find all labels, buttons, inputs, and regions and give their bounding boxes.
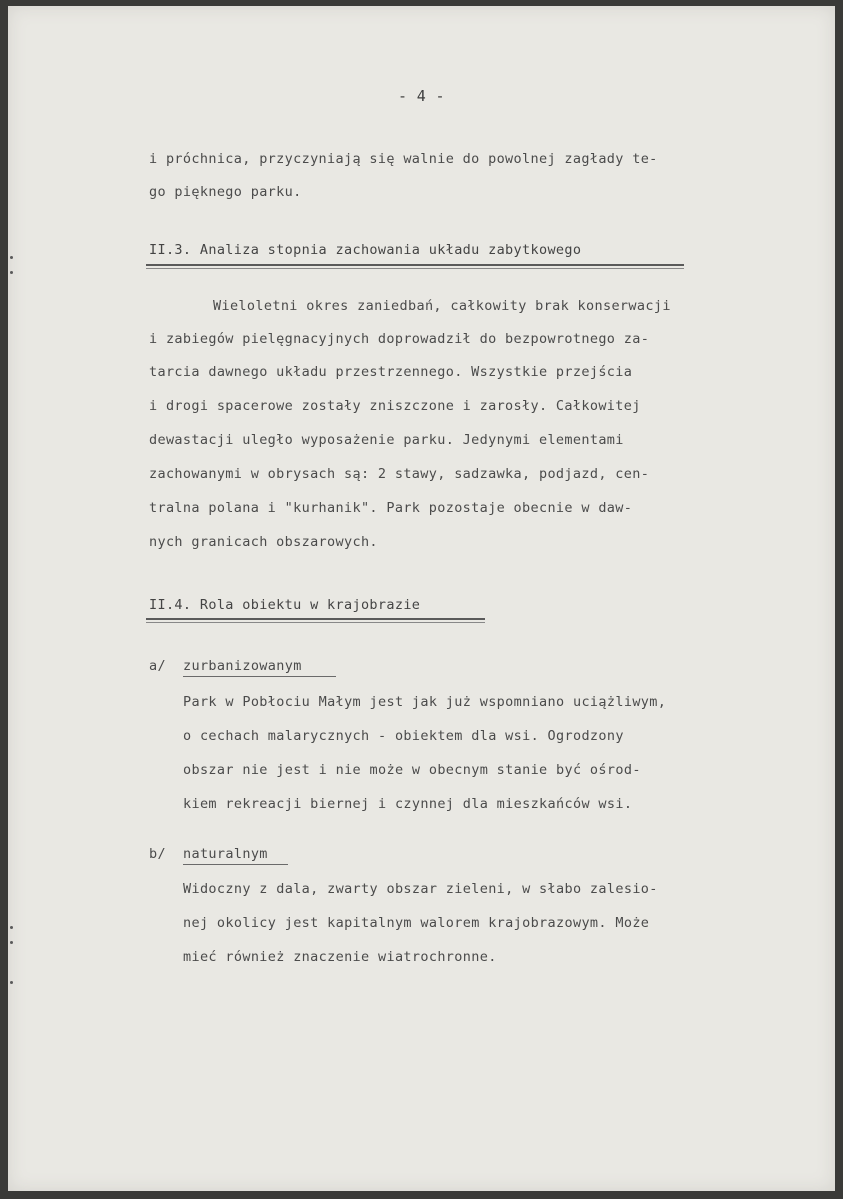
heading-underline [146,268,684,269]
text-line: obszar nie jest i nie może w obecnym stanie być ośrod- [183,762,641,778]
text-line: nej okolicy jest kapitalnym walorem krajobrazowym. Może [183,915,650,931]
scan-mark [10,981,13,984]
text-line: i próchnica, przyczyniają się walnie do powolnej zagłady te- [149,151,658,167]
text-line: zachowanymi w obrysach są: 2 stawy, sadzawka, podjazd, cen- [149,466,650,482]
text-line: tralna polana i "kurhanik". Park pozostaje obecnie w daw- [149,500,633,516]
text-line: tarcia dawnego układu przestrzennego. Wszystkie przejścia [149,364,633,380]
text-line: mieć również znaczenie wiatrochronne. [183,949,497,965]
subsection-underline [183,864,288,865]
subsection-marker: a/ [149,658,166,674]
section-heading: II.3. Analiza stopnia zachowania układu zabytkowego [149,242,582,258]
text-line: Park w Pobłociu Małym jest jak już wspomniano uciążliwym, [183,694,667,710]
page-number: - 4 - [398,87,445,105]
text-line: i zabiegów pielęgnacyjnych doprowadził do bezpowrotnego za- [149,331,650,347]
document-page [8,6,835,1191]
text-line: kiem rekreacji biernej i czynnej dla mieszkańców wsi. [183,796,633,812]
text-line: o cechach malarycznych - obiektem dla wsi. Ogrodzony [183,728,624,744]
heading-underline [146,618,485,620]
scan-mark [10,256,13,259]
scan-mark [10,941,13,944]
text-line: nych granicach obszarowych. [149,534,378,550]
heading-underline [146,622,485,623]
subsection-underline [183,676,336,677]
scan-mark [10,926,13,929]
text-line: Wieloletni okres zaniedbań, całkowity brak konserwacji [213,298,671,314]
section-heading: II.4. Rola obiektu w krajobrazie [149,597,421,613]
subsection-marker: b/ [149,846,166,862]
heading-underline [146,264,684,266]
text-line: dewastacji uległo wyposażenie parku. Jedynymi elementami [149,432,624,448]
text-line: i drogi spacerowe zostały zniszczone i zarosły. Całkowitej [149,398,641,414]
scan-mark [10,271,13,274]
text-line: go pięknego parku. [149,184,302,200]
subsection-label: naturalnym [183,846,268,862]
subsection-label: zurbanizowanym [183,658,302,674]
text-line: Widoczny z dala, zwarty obszar zieleni, w słabo zalesio- [183,881,658,897]
